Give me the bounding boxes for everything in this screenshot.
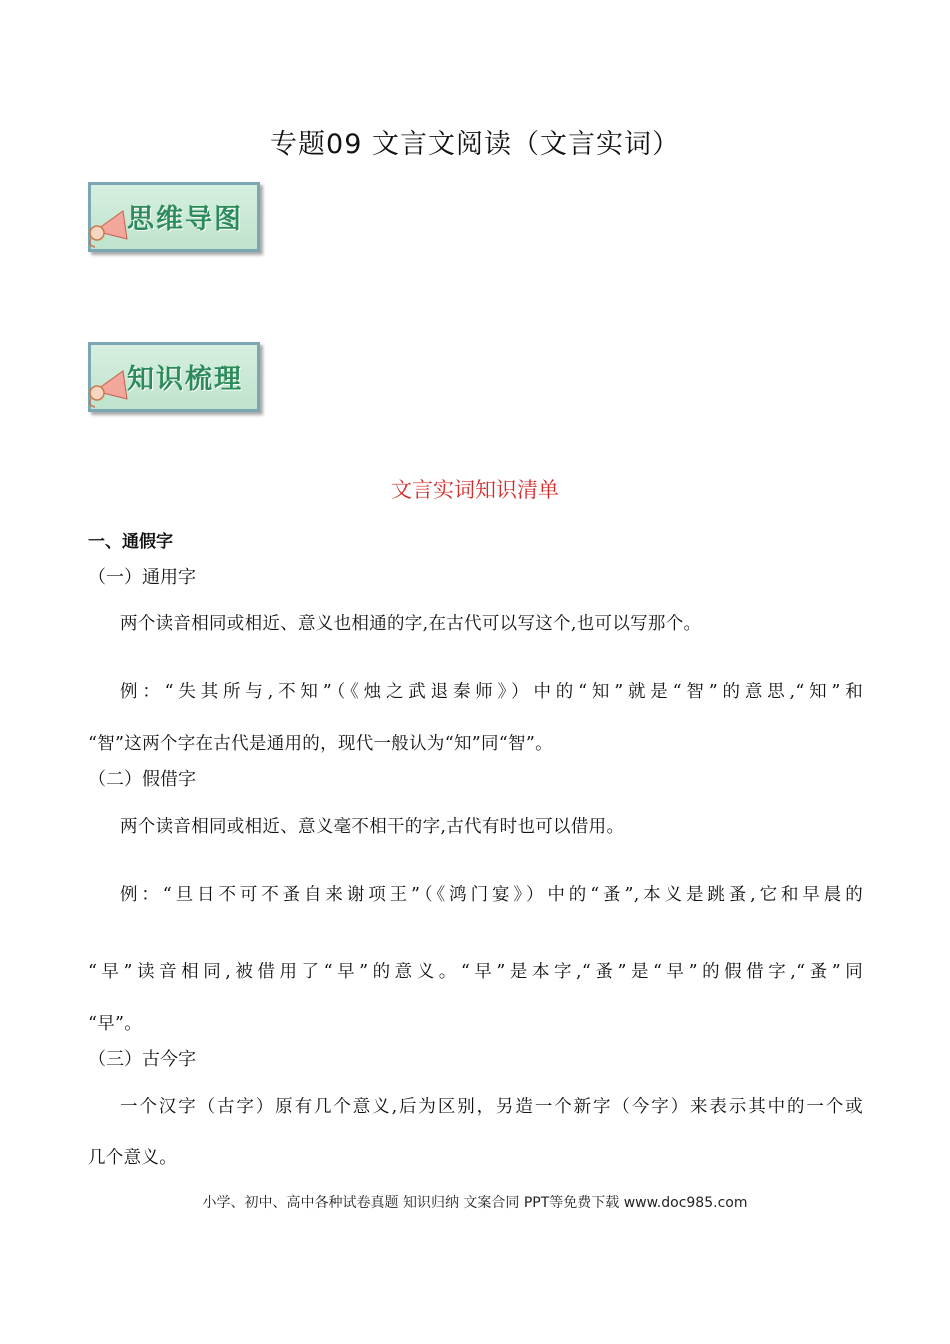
- example-line-2-1: 例：“旦日不可不蚤自来谢项王”（《鸿门宴》）中的“蚤”,本义是跳蚤,它和早晨的: [120, 885, 863, 905]
- subsection-heading-1: （一）通用字: [88, 567, 196, 588]
- example-line-1-2: “智”这两个字在古代是通用的，现代一般认为“知”同“智”。: [88, 734, 553, 754]
- banner-mind-map: [88, 182, 260, 252]
- subsection-heading-2: （二）假借字: [88, 769, 196, 790]
- banner-knowledge: [88, 342, 260, 412]
- definition-line-3-2: 几个意义。: [88, 1148, 177, 1168]
- example-line-2-3: “早”。: [88, 1014, 143, 1034]
- example-line-2-2: “早”读音相同,被借用了“早”的意义。“早”是本字,“蚤”是“早”的假借字,“蚤”同: [88, 962, 863, 982]
- subsection-heading-3: （三）古今字: [88, 1049, 196, 1070]
- document-title: 专题09 文言文阅读（文言实词）: [270, 129, 680, 160]
- banner-mind-map-label: 思维导图: [127, 204, 243, 235]
- banner-knowledge-label: 知识梳理: [127, 364, 243, 395]
- list-title: 文言实词知识清单: [391, 478, 559, 502]
- megaphone-icon: [87, 369, 131, 409]
- definition-paragraph-1: 两个读音相同或相近、意义也相通的字,在古代可以写这个,也可以写那个。: [120, 614, 702, 634]
- example-line-1-1: 例：“失其所与,不知”（《烛之武退秦师》）中的“知”就是“智”的意思,“知”和: [120, 682, 863, 702]
- definition-line-3-1: 一个汉字（古字）原有几个意义,后为区别，另造一个新字（今字）来表示其中的一个或: [120, 1097, 863, 1117]
- section-heading: 一、通假字: [88, 532, 173, 552]
- definition-paragraph-2: 两个读音相同或相近、意义毫不相干的字,古代有时也可以借用。: [120, 817, 625, 837]
- footer-text: 小学、初中、高中各种试卷真题 知识归纳 文案合同 PPT等免费下载 www.doc985.com: [202, 1195, 748, 1211]
- megaphone-icon: [87, 209, 131, 249]
